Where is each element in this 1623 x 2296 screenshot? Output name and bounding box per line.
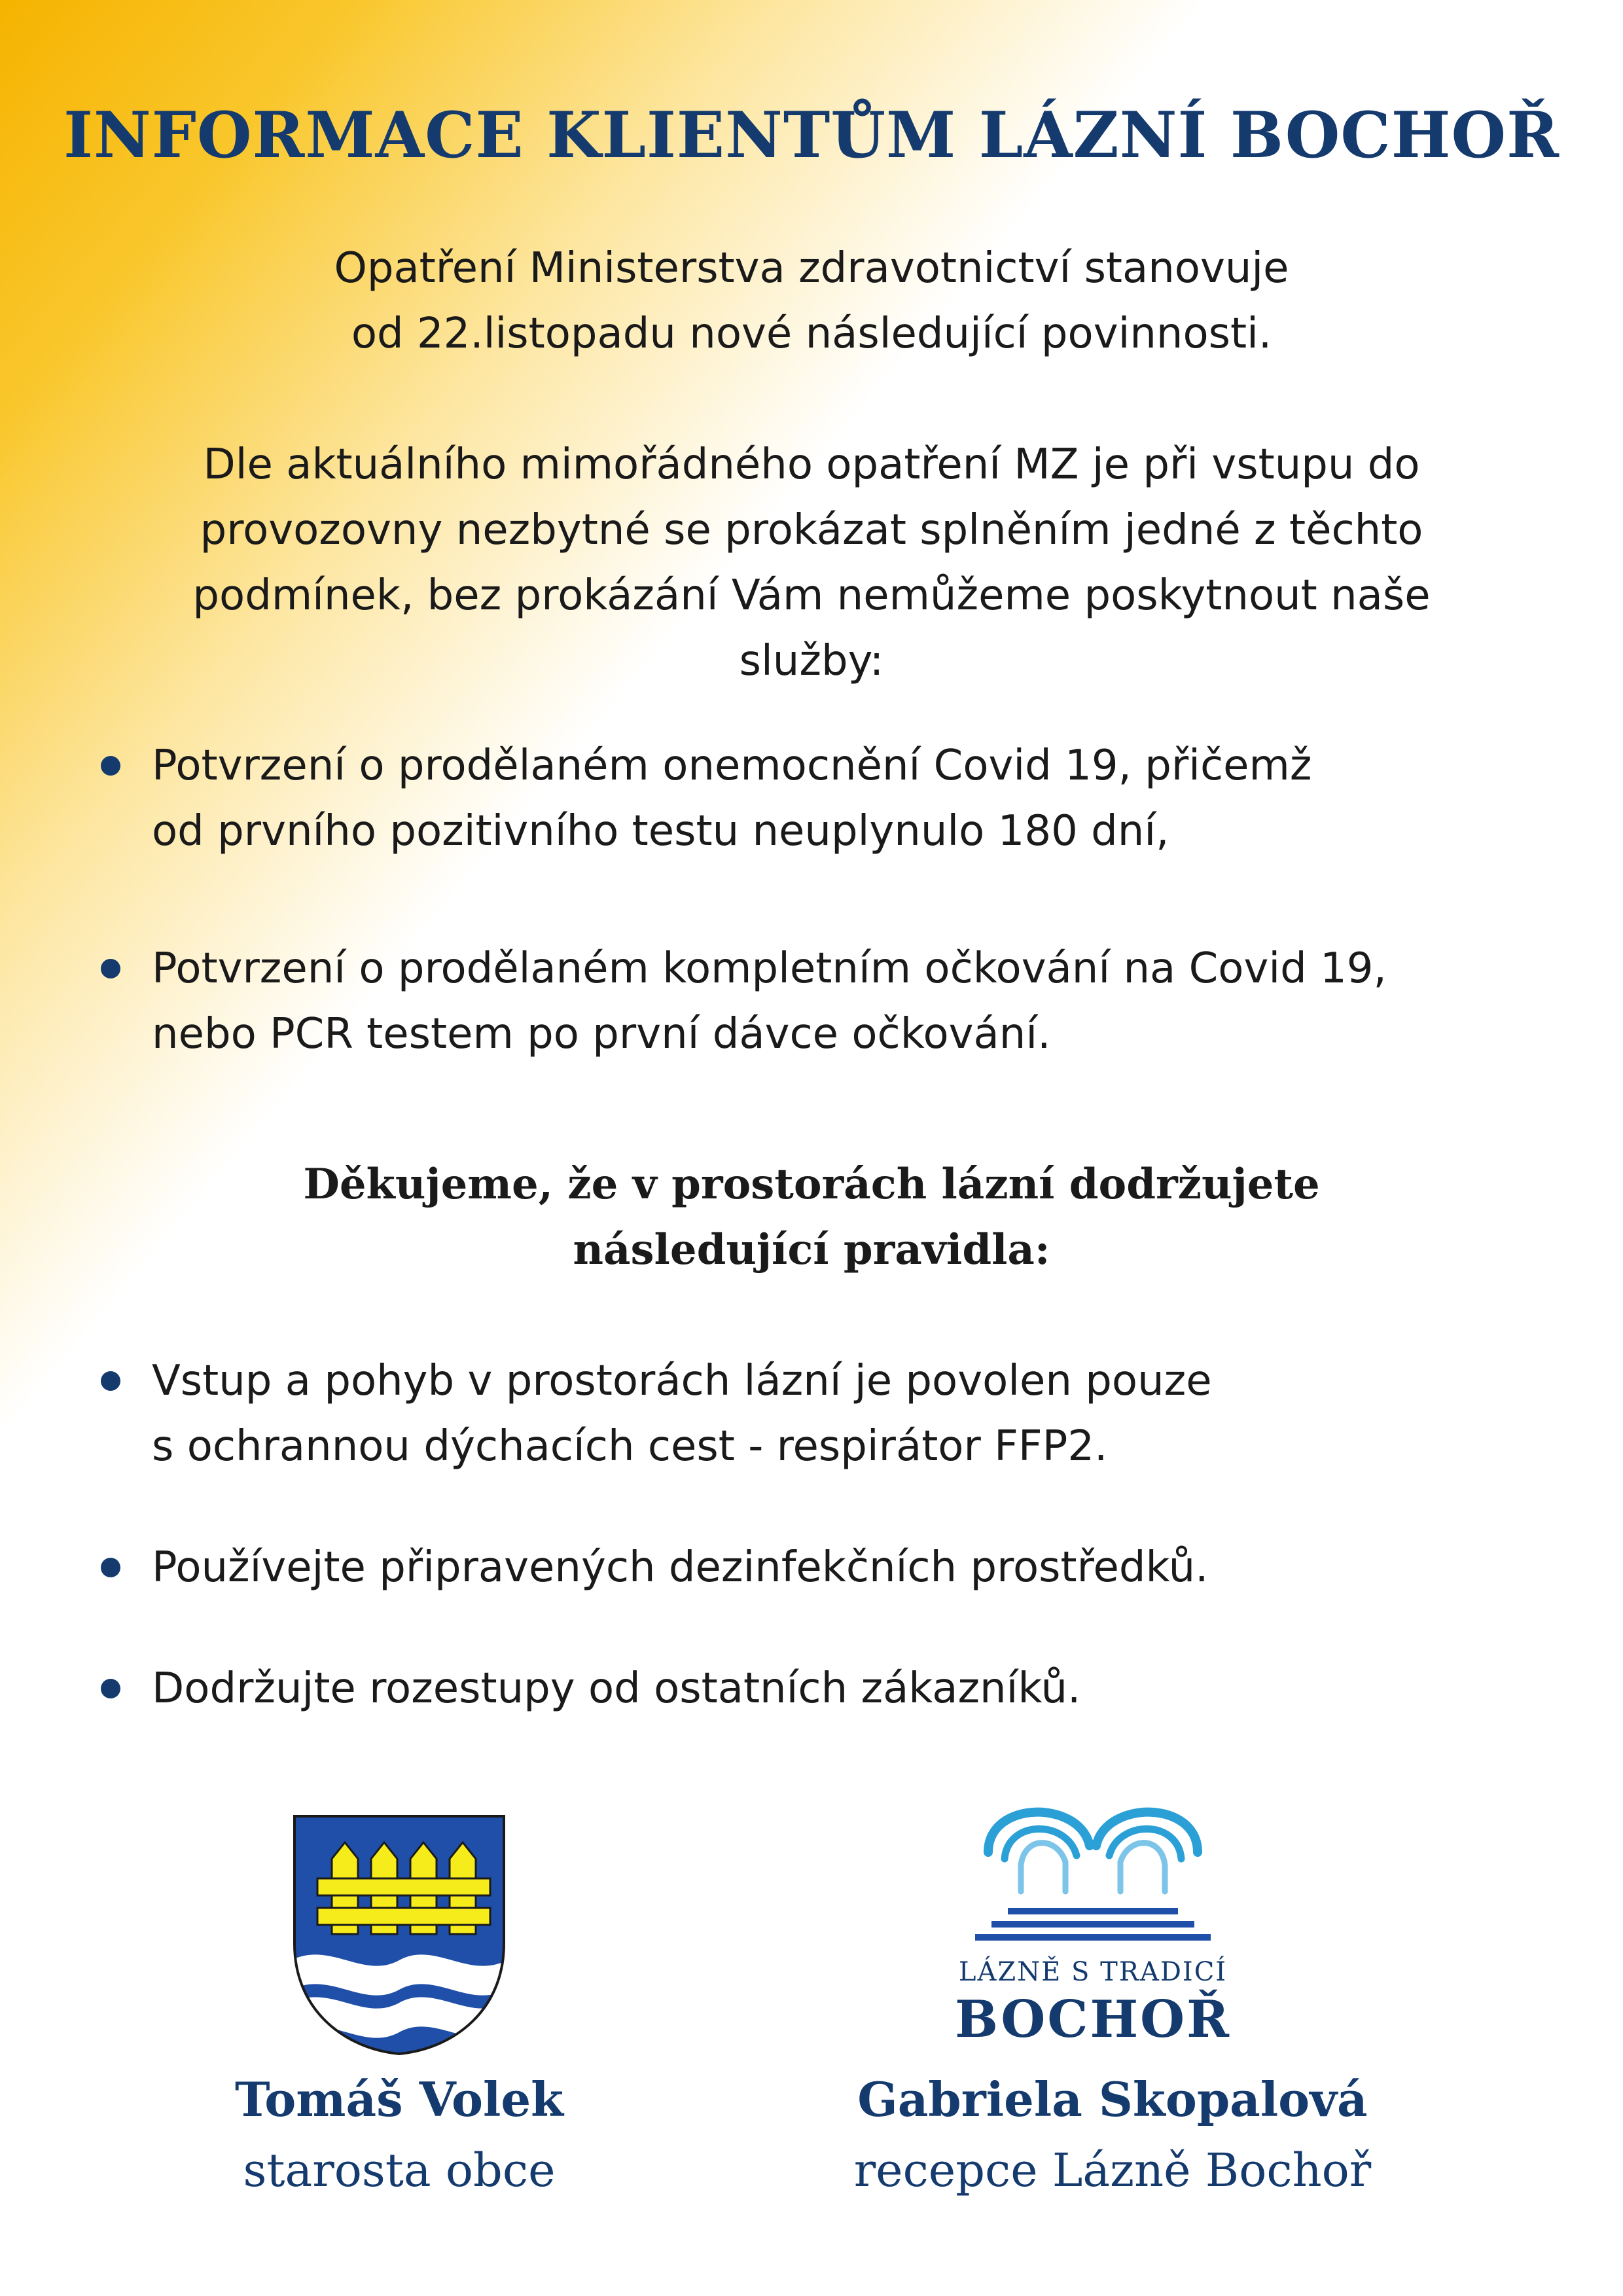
coat-of-arms-icon [291,1813,507,2055]
rule-line: Vstup a pohyb v prostorách lázní je povolen pouze [152,1357,1212,1405]
signature-right-role: recepce Lázně Bochoř [853,2144,1372,2197]
page-title: INFORMACE KLIENTŮM LÁZNÍ BOCHOŘ [63,98,1560,172]
rule-line: Dodržujte rozestupy od ostatních zákazníků. [152,1664,1081,1713]
thanks-line: následující pravidla: [573,1225,1050,1274]
bullet-dot-icon [101,756,120,776]
rule-item [98,1348,1551,1479]
bullet-dot-icon [101,1558,120,1577]
bullet-dot-icon [101,959,120,978]
signature-left-name: Tomáš Volek [234,2072,564,2127]
signature-left-role: starosta obce [243,2144,556,2197]
rule-item [98,1535,1551,1600]
condition-item [98,733,1551,864]
intro-line: podmínek, bez prokázání Vám nemůžeme poskytnout naše [192,571,1431,620]
condition-line: od prvního pozitivního testu neuplynulo 180 dní, [152,807,1169,855]
condition-item [98,936,1551,1067]
rules-list [98,1348,1551,1777]
signature-right-name: Gabriela Skopalová [857,2072,1368,2127]
spa-logo-name: BOCHOŘ [955,1990,1231,2049]
intro-line: služby: [739,637,884,685]
thanks-heading [92,1152,1531,1283]
intro-paragraph-1 [92,236,1531,367]
spa-logo-tagline: LÁZNĚ S TRADICÍ [958,1957,1228,1987]
condition-line: Potvrzení o prodělaném onemocnění Covid 19, přičemž [152,742,1312,790]
intro-line: Dle aktuálního mimořádného opatření MZ je při vstupu do [203,440,1420,489]
fountain-logo-icon [969,1793,1217,1983]
intro-line: od 22.listopadu nové následující povinnosti. [351,310,1272,358]
rule-line: s ochrannou dýchacích cest - respirátor FFP2. [152,1422,1108,1471]
intro-line: provozovny nezbytné se prokázat splněním jedné z těchto [200,506,1423,554]
conditions-list [98,733,1551,1139]
bullet-dot-icon [101,1371,120,1391]
condition-line: nebo PCR testem po první dávce očkování. [152,1010,1051,1058]
bullet-dot-icon [101,1679,120,1698]
rule-line: Používejte připravených dezinfekčních prostředků. [152,1543,1209,1592]
condition-line: Potvrzení o prodělaném kompletním očkování na Covid 19, [152,944,1387,993]
thanks-line: Děkujeme, že v prostorách lázní dodržujete [303,1160,1320,1209]
intro-line: Opatření Ministerstva zdravotnictví stanovuje [334,244,1289,293]
rule-item [98,1656,1551,1721]
intro-paragraph-2 [92,432,1531,694]
